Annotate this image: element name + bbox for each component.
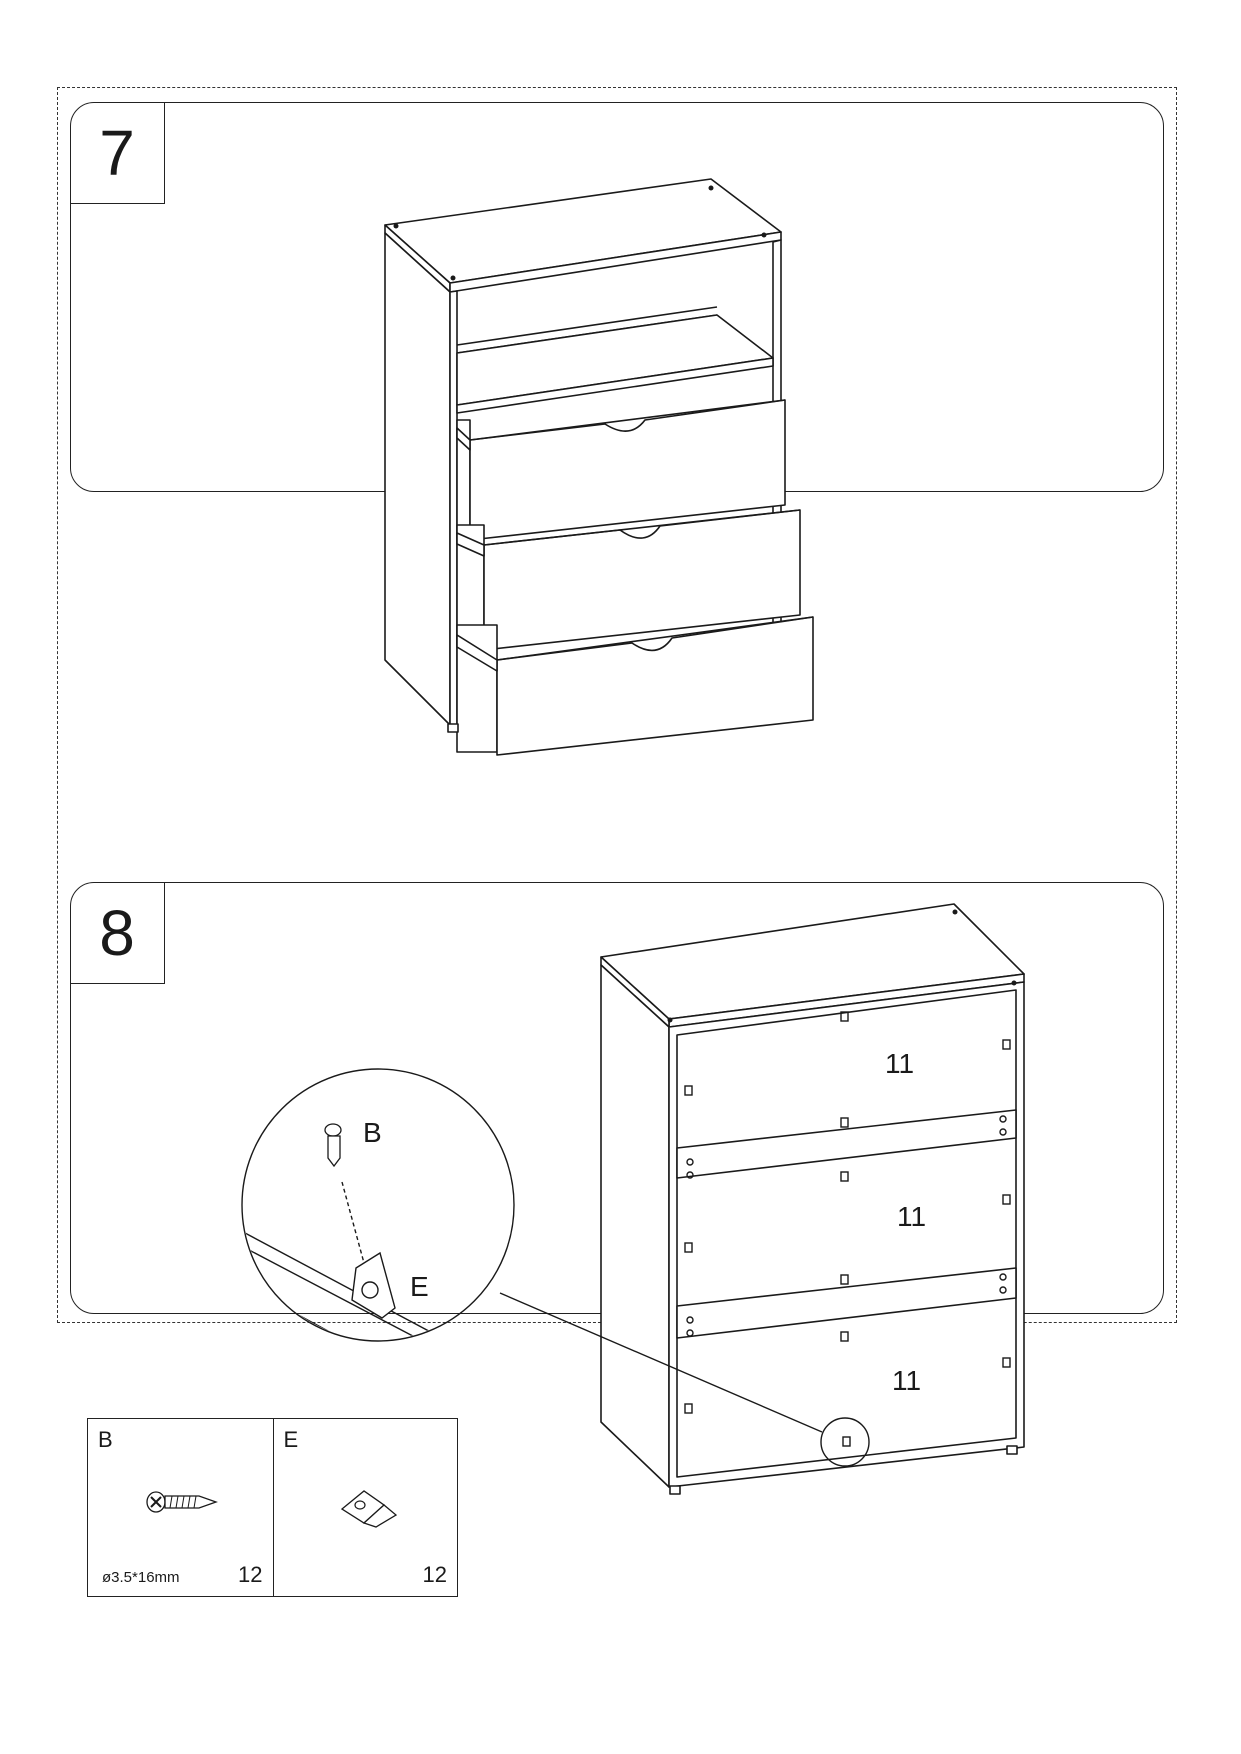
part-e (273, 1419, 458, 1596)
drawer-label: 11 (885, 1048, 915, 1079)
parts-list (87, 1418, 458, 1597)
step-number: 7 (70, 102, 165, 204)
part-quantity: 12 (238, 1562, 263, 1587)
part-b (88, 1419, 273, 1596)
part-letter: E (283, 1427, 299, 1452)
bracket-icon (334, 1479, 404, 1529)
part-size: ø3.5*16mm (102, 1569, 180, 1586)
step-number: 8 (70, 882, 165, 984)
screw-icon (144, 1487, 224, 1517)
part-quantity: 12 (422, 1562, 447, 1587)
drawer-label: 11 (897, 1201, 927, 1232)
drawer-label: 11 (892, 1365, 922, 1396)
callout-screw-label: B (363, 1117, 382, 1148)
part-letter: B (98, 1427, 113, 1452)
callout-bracket-label: E (410, 1271, 429, 1302)
